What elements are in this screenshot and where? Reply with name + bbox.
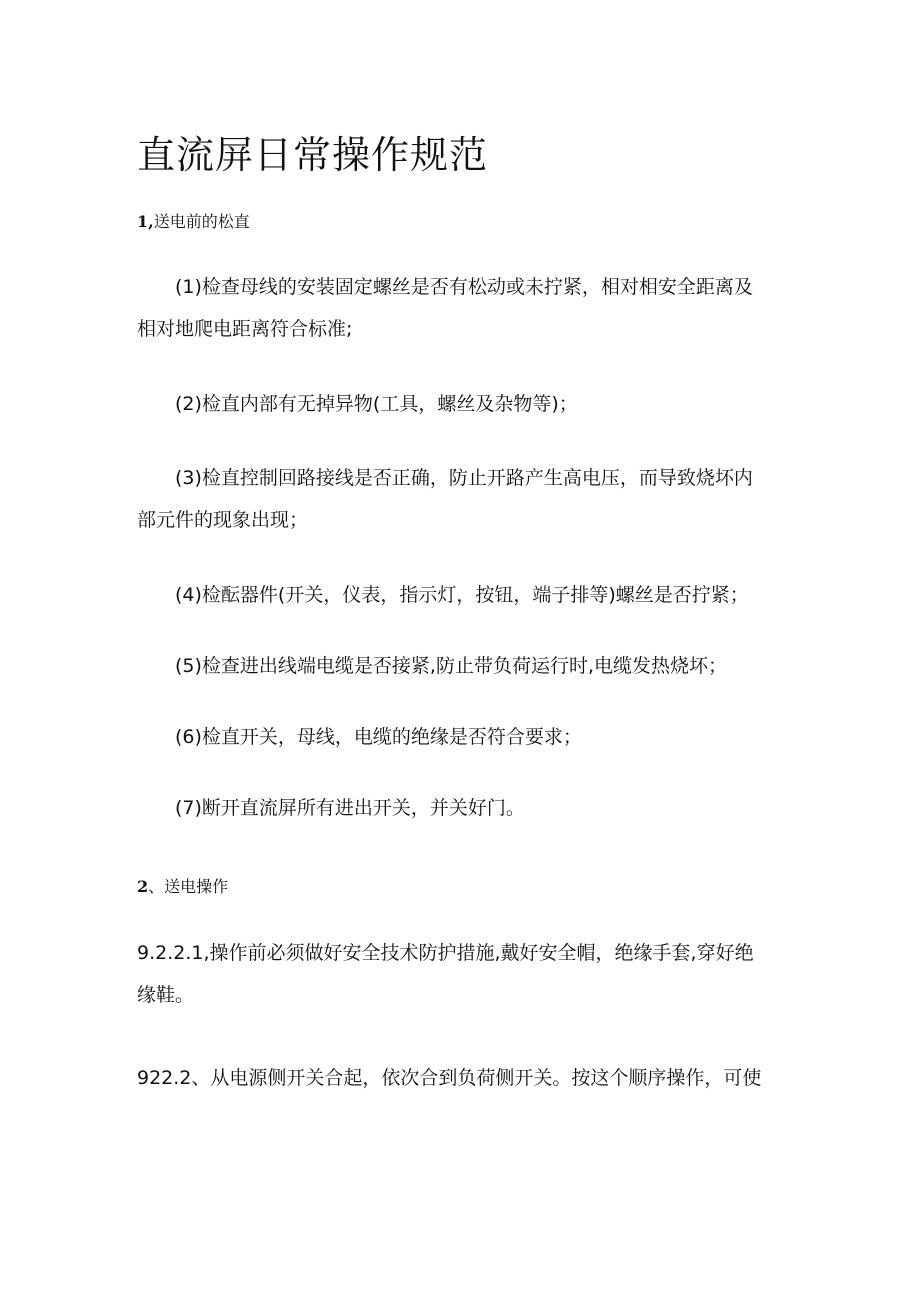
paragraph-line: 部元件的现象出现； (137, 509, 309, 531)
paragraph-line: 9.2.2.1,操作前必须做好安全技术防护措施,戴好安全帽，绝缘手套,穿好绝 (137, 942, 754, 964)
paragraph-line: (2)检直内部有无掉异物(工具，螺丝及杂物等)； (175, 393, 578, 415)
check-item-4 (137, 574, 797, 616)
paragraph-line: (5)检查进出线端电缆是否接紧,防止带负荷运行时,电缆发热烧坏； (175, 655, 727, 677)
section-heading-pre-power-check (137, 209, 250, 232)
check-item-1 (137, 266, 797, 350)
paragraph-line: (4)检酝器件(开关，仪表，指示灯，按钮，端子排等)螺丝是否拧紧； (175, 584, 749, 606)
paragraph-line: (7)断开直流屏所有进出开关，并关好门。 (175, 797, 525, 819)
check-item-2 (137, 383, 797, 425)
paragraph-line: (6)检直开关，母线，电缆的绝缘是否符合要求； (175, 726, 582, 748)
paragraph-line: 922.2、从电源侧开关合起，依次合到负荷侧开关。按这个顺序操作，可使 (137, 1067, 762, 1089)
paragraph-line: 缘鞋。 (137, 984, 195, 1006)
paragraph-line: (3)检直控制回路接线是否正确，防止开路产生高电压，而导致烧坏内 (175, 467, 753, 489)
section-title: 、送电操作 (148, 877, 229, 896)
check-item-3 (137, 457, 797, 541)
operation-item-2 (137, 1057, 797, 1099)
paragraph-line: 相对地爬电距离符合标准; (137, 318, 353, 340)
section-heading-power-on-operation (137, 874, 228, 897)
paragraph-line: (1)检查母线的安装固定螺丝是否有松动或未拧紧，相对相安全距离及 (175, 276, 753, 298)
check-item-5 (137, 645, 797, 687)
check-item-6 (137, 716, 797, 758)
section-number: 1, (137, 212, 154, 231)
operation-item-1 (137, 932, 797, 1016)
check-item-7 (137, 787, 797, 829)
document-title: 直流屏日常操作规范 (137, 133, 489, 177)
section-title: 送电前的松直 (153, 212, 250, 231)
section-number: 2 (137, 877, 149, 896)
